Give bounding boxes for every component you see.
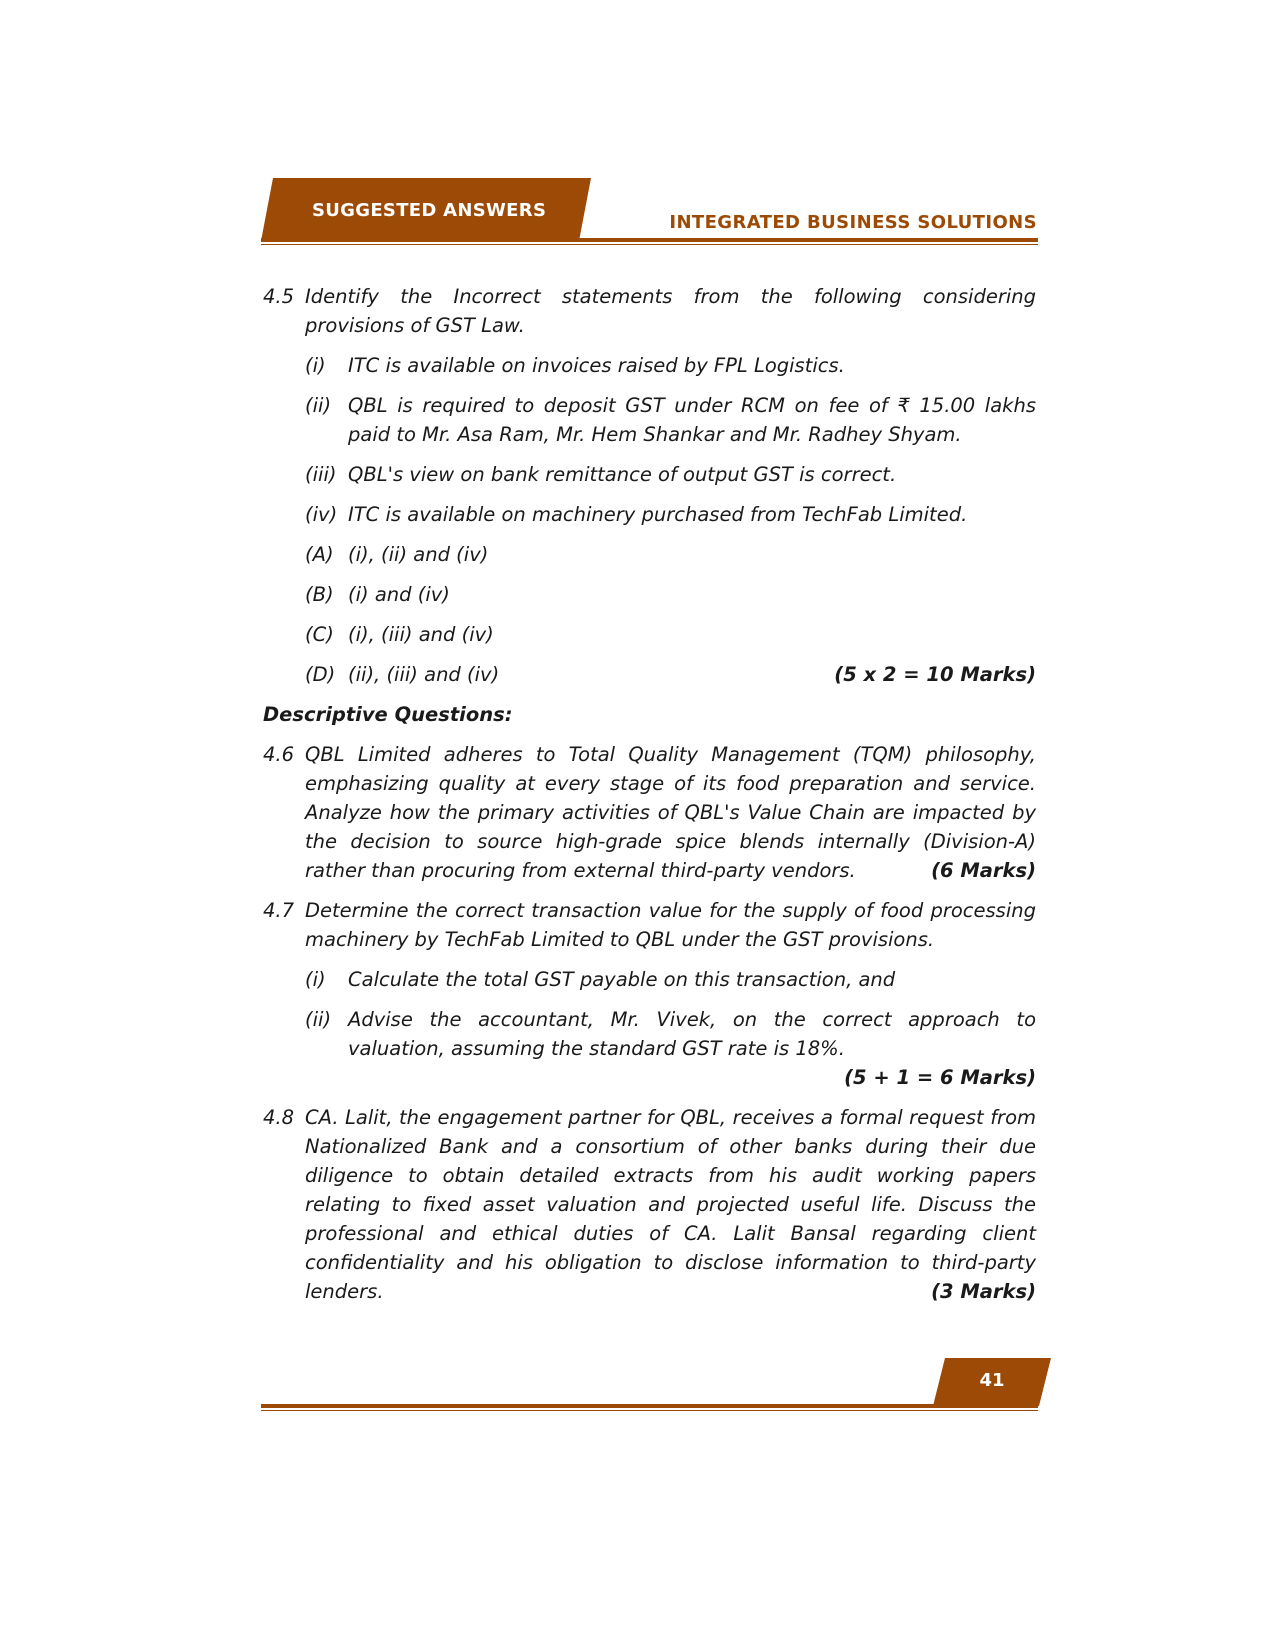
question-number: 4.7 xyxy=(263,899,295,922)
header-tab-label: SUGGESTED ANSWERS xyxy=(312,200,547,221)
question-4-6 xyxy=(263,740,1036,885)
statement-text: QBL's view on bank remittance of output GST is correct. xyxy=(348,463,897,486)
marks-label: (6 Marks) xyxy=(931,859,1036,882)
sub-question xyxy=(305,965,1036,994)
statement-number: (i) xyxy=(305,354,326,377)
answer-option xyxy=(305,580,1036,609)
sub-question-text: Advise the accountant, Mr. Vivek, on the correct approach to valuation, assuming the standard GST rate is 18%. xyxy=(348,1008,1036,1060)
statement-item xyxy=(305,391,1036,449)
sub-question-text: Calculate the total GST payable on this transaction, and xyxy=(348,968,896,991)
question-4-7 xyxy=(263,896,1036,954)
option-letter: (A) xyxy=(305,543,334,566)
page-number: 41 xyxy=(979,1370,1005,1391)
option-letter: (D) xyxy=(305,663,336,686)
question-text-block xyxy=(305,1103,1036,1306)
statement-text: ITC is available on invoices raised by FPL Logistics. xyxy=(348,354,845,377)
marks-label: (5 + 1 = 6 Marks) xyxy=(844,1066,1036,1089)
header-title: INTEGRATED BUSINESS SOLUTIONS xyxy=(669,212,1037,233)
header-divider-thin xyxy=(261,244,1038,245)
statement-text: QBL is required to deposit GST under RCM on fee of ₹ 15.00 lakhs paid to Mr. Asa Ram, Mr. Hem Shankar and Mr. Radhey Shyam. xyxy=(348,394,1036,446)
section-title: Descriptive Questions: xyxy=(263,703,513,726)
question-text: CA. Lalit, the engagement partner for QBL, receives a formal request from Nationalized Bank and a consortium of other banks during their due diligence to obtain detailed extracts from his audit working papers relating to fixed asset valuation and projected useful life. Discuss the professional and ethical duties of CA. Lalit Bansal regarding client confidentiality and his obligation to disclose information to third-party lenders. xyxy=(305,1106,1036,1303)
sub-question xyxy=(305,1005,1036,1092)
page-content xyxy=(263,282,1036,1317)
option-letter: (B) xyxy=(305,583,334,606)
statement-item xyxy=(305,460,1036,489)
question-number: 4.8 xyxy=(263,1106,295,1129)
option-text: (i), (iii) and (iv) xyxy=(348,623,494,646)
statement-item xyxy=(305,500,1036,529)
statement-number: (iii) xyxy=(305,463,337,486)
answer-option xyxy=(305,620,1036,649)
answer-option xyxy=(305,660,1036,689)
marks-label: (3 Marks) xyxy=(931,1280,1036,1303)
answer-option xyxy=(305,540,1036,569)
statement-item xyxy=(305,351,1036,380)
question-number: 4.5 xyxy=(263,285,295,308)
statement-number: (ii) xyxy=(305,394,332,417)
option-text xyxy=(348,660,1036,689)
statement-number: (iv) xyxy=(305,503,338,526)
sub-question-text-block xyxy=(348,1005,1036,1092)
question-text: Identify the Incorrect statements from the following considering provisions of GST Law. xyxy=(305,285,1036,337)
option-text: (i) and (iv) xyxy=(348,583,450,606)
sub-question-number: (i) xyxy=(305,968,326,991)
footer-divider xyxy=(261,1404,1038,1408)
option-text: (i), (ii) and (iv) xyxy=(348,543,489,566)
question-text: QBL Limited adheres to Total Quality Management (TQM) philosophy, emphasizing quality at every stage of its food preparation and service. Analyze how the primary activities of QBL's Value Chain are impacted by the decision to source high-grade spice blends internally (Division-A) rather than procuring from external third-party vendors. xyxy=(305,743,1036,882)
statement-text: ITC is available on machinery purchased from TechFab Limited. xyxy=(348,503,968,526)
marks-label: (5 x 2 = 10 Marks) xyxy=(834,663,1036,686)
question-4-8 xyxy=(263,1103,1036,1306)
option-text-value: (ii), (iii) and (iv) xyxy=(348,663,500,686)
question-text-block xyxy=(305,740,1036,885)
header-divider xyxy=(261,238,1038,242)
question-number: 4.6 xyxy=(263,743,295,766)
option-letter: (C) xyxy=(305,623,334,646)
footer-divider-thin xyxy=(261,1410,1038,1411)
question-4-5 xyxy=(263,282,1036,340)
question-text: Determine the correct transaction value for the supply of food processing machinery by TechFab Limited to QBL under the GST provisions. xyxy=(305,899,1036,951)
sub-question-number: (ii) xyxy=(305,1008,332,1031)
